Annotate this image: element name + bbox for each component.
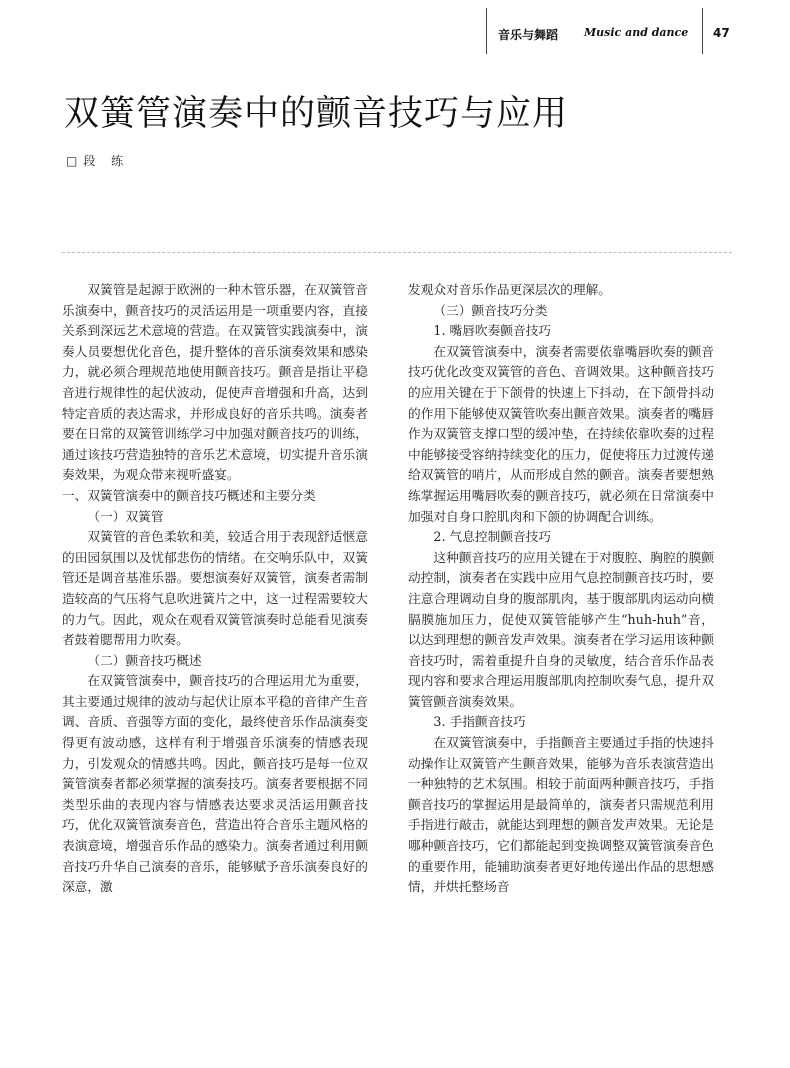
subsection-heading: （一）双簧管 xyxy=(87,508,164,524)
paragraph: 这种颤音技巧的应用关键在于对腹腔、胸腔的膜颤动控制，演奏者在实践中应用气息控制颤音技巧时，要注意合理调动自身的腹部肌肉，基于腹部肌肉运动向横膈膜施加压力，促使双簧管能够产生“huh-huh”音，以达到理想的颤音发声效果。演奏者在学习运用该种颤音技巧时，需着重提升自身的灵敏度，结合音乐作品表现内容和要求合理运用腹部肌肉控制吹奏气息，提升双簧管颤音演奏效果。 xyxy=(408,549,714,709)
paragraph: 在双簧管演奏中，演奏者需要依靠嘴唇吹奏的颤音技巧优化改变双簧管的音色、音调效果。这种颤音技巧的应用关键在于下颌骨的快速上下抖动，在下颌骨抖动的作用下能够使双簧管吹奏出颤音效果。演奏者的嘴唇作为双簧管支撑口型的缓冲垫，在持续依靠吹奏的过程中能够接受容纳持续变化的压力，促使将压力过渡传递给双簧管的哨片，从而形成自然的颤音。演奏者要想熟练掌握运用嘴唇吹奏的颤音技巧，就必须在日常演奏中加强对自身口腔肌肉和下颌的协调配合训练。 xyxy=(408,343,714,524)
page-number: 47 xyxy=(713,26,730,40)
numbered-heading: 3. 手指颤音技巧 xyxy=(433,714,526,730)
section-label-english: Music and dance xyxy=(584,26,689,39)
section-heading: 一、双簧管演奏中的颤音技巧概述和主要分类 xyxy=(62,487,316,503)
subsection-heading: （二）颤音技巧概述 xyxy=(87,652,202,668)
article-title: 双簧管演奏中的颤音技巧与应用 xyxy=(64,94,569,134)
paragraph: 双簧管是起源于欧洲的一种木管乐器，在双簧管音乐演奏中，颤音技巧的灵活运用是一项重要内容，直接关系到深远艺术意境的营造。在双簧管实践演奏中，演奏人员要想优化音色，提升整体的音乐演奏效果和感染力，就必须合理规范地使用颤音技巧。颤音是指让平稳音进行规律性的起伏波动，促使声音增强和升高，达到特定音质的表达需求，并形成良好的音乐共鸣。演奏者要在日常的双簧管训练学习中加强对颤音技巧的训练，通过该技巧营造独特的音乐艺术意境，切实提升音乐演奏效果，为观众带来视听盛宴。 xyxy=(62,282,368,483)
paragraph: 在双簧管演奏中，颤音技巧的合理运用尤为重要，其主要通过规律的波动与起伏让原本平稳的音律产生音调、音质、音强等方面的变化，最终使音乐作品演奏变得更有波动感，这样有利于增强音乐演奏的情感表现力，引发观众的情感共鸣。因此，颤音技巧是每一位双簧管演奏者都必须掌握的演奏技巧。演奏者要根据不同类型乐曲的表现内容与情感表达要求灵活运用颤音技巧，优化双簧管演奏音色，营造出符合音乐主题风格的表演意境，增强音乐作品的感染力。演奏者通过利用颤音技巧升华自己演奏的音乐，能够赋予音乐演奏良好的深意，激 xyxy=(62,673,368,895)
numbered-heading: 2. 气息控制颤音技巧 xyxy=(433,529,552,545)
running-header xyxy=(0,0,790,64)
dashed-divider xyxy=(62,252,732,253)
header-divider-right xyxy=(702,8,703,54)
left-column xyxy=(62,280,368,898)
numbered-heading: 1. 嘴唇吹奏颤音技巧 xyxy=(433,323,552,339)
right-column xyxy=(408,280,714,898)
paragraph: 双簧管的音色柔软和美，较适合用于表现舒适惬意的田园氛围以及忧郁悲伤的情绪。在交响乐队中，双簧管还是调音基准乐器。要想演奏好双簧管，演奏者需制造较高的气压将气息吹进簧片之中，这一过程需要较大的力气。因此，观众在观看双簧管演奏时总能看见演奏者鼓着腮帮用力吹奏。 xyxy=(62,529,368,648)
section-label: 音乐与舞蹈 xyxy=(498,28,559,42)
paragraph: 在双簧管演奏中，手指颤音主要通过手指的快速抖动操作让双簧管产生颤音效果，能够为音乐表演营造出一种独特的艺术氛围。相较于前面两种颤音技巧，手指颤音技巧的掌握运用是最简单的，演奏者只需规范利用手指进行敲击，就能达到理想的颤音发声效果。无论是哪种颤音技巧，它们都能起到变换调整双簧管演奏音色的重要作用，能辅助演奏者更好地传递出作品的思想感情，并烘托整场音 xyxy=(408,735,714,895)
author-byline: □段 练 xyxy=(66,154,130,168)
subsection-heading: （三）颤音技巧分类 xyxy=(433,302,548,318)
header-divider-left xyxy=(486,8,487,54)
paragraph-continuation: 发观众对音乐作品更深层次的理解。 xyxy=(408,282,611,297)
